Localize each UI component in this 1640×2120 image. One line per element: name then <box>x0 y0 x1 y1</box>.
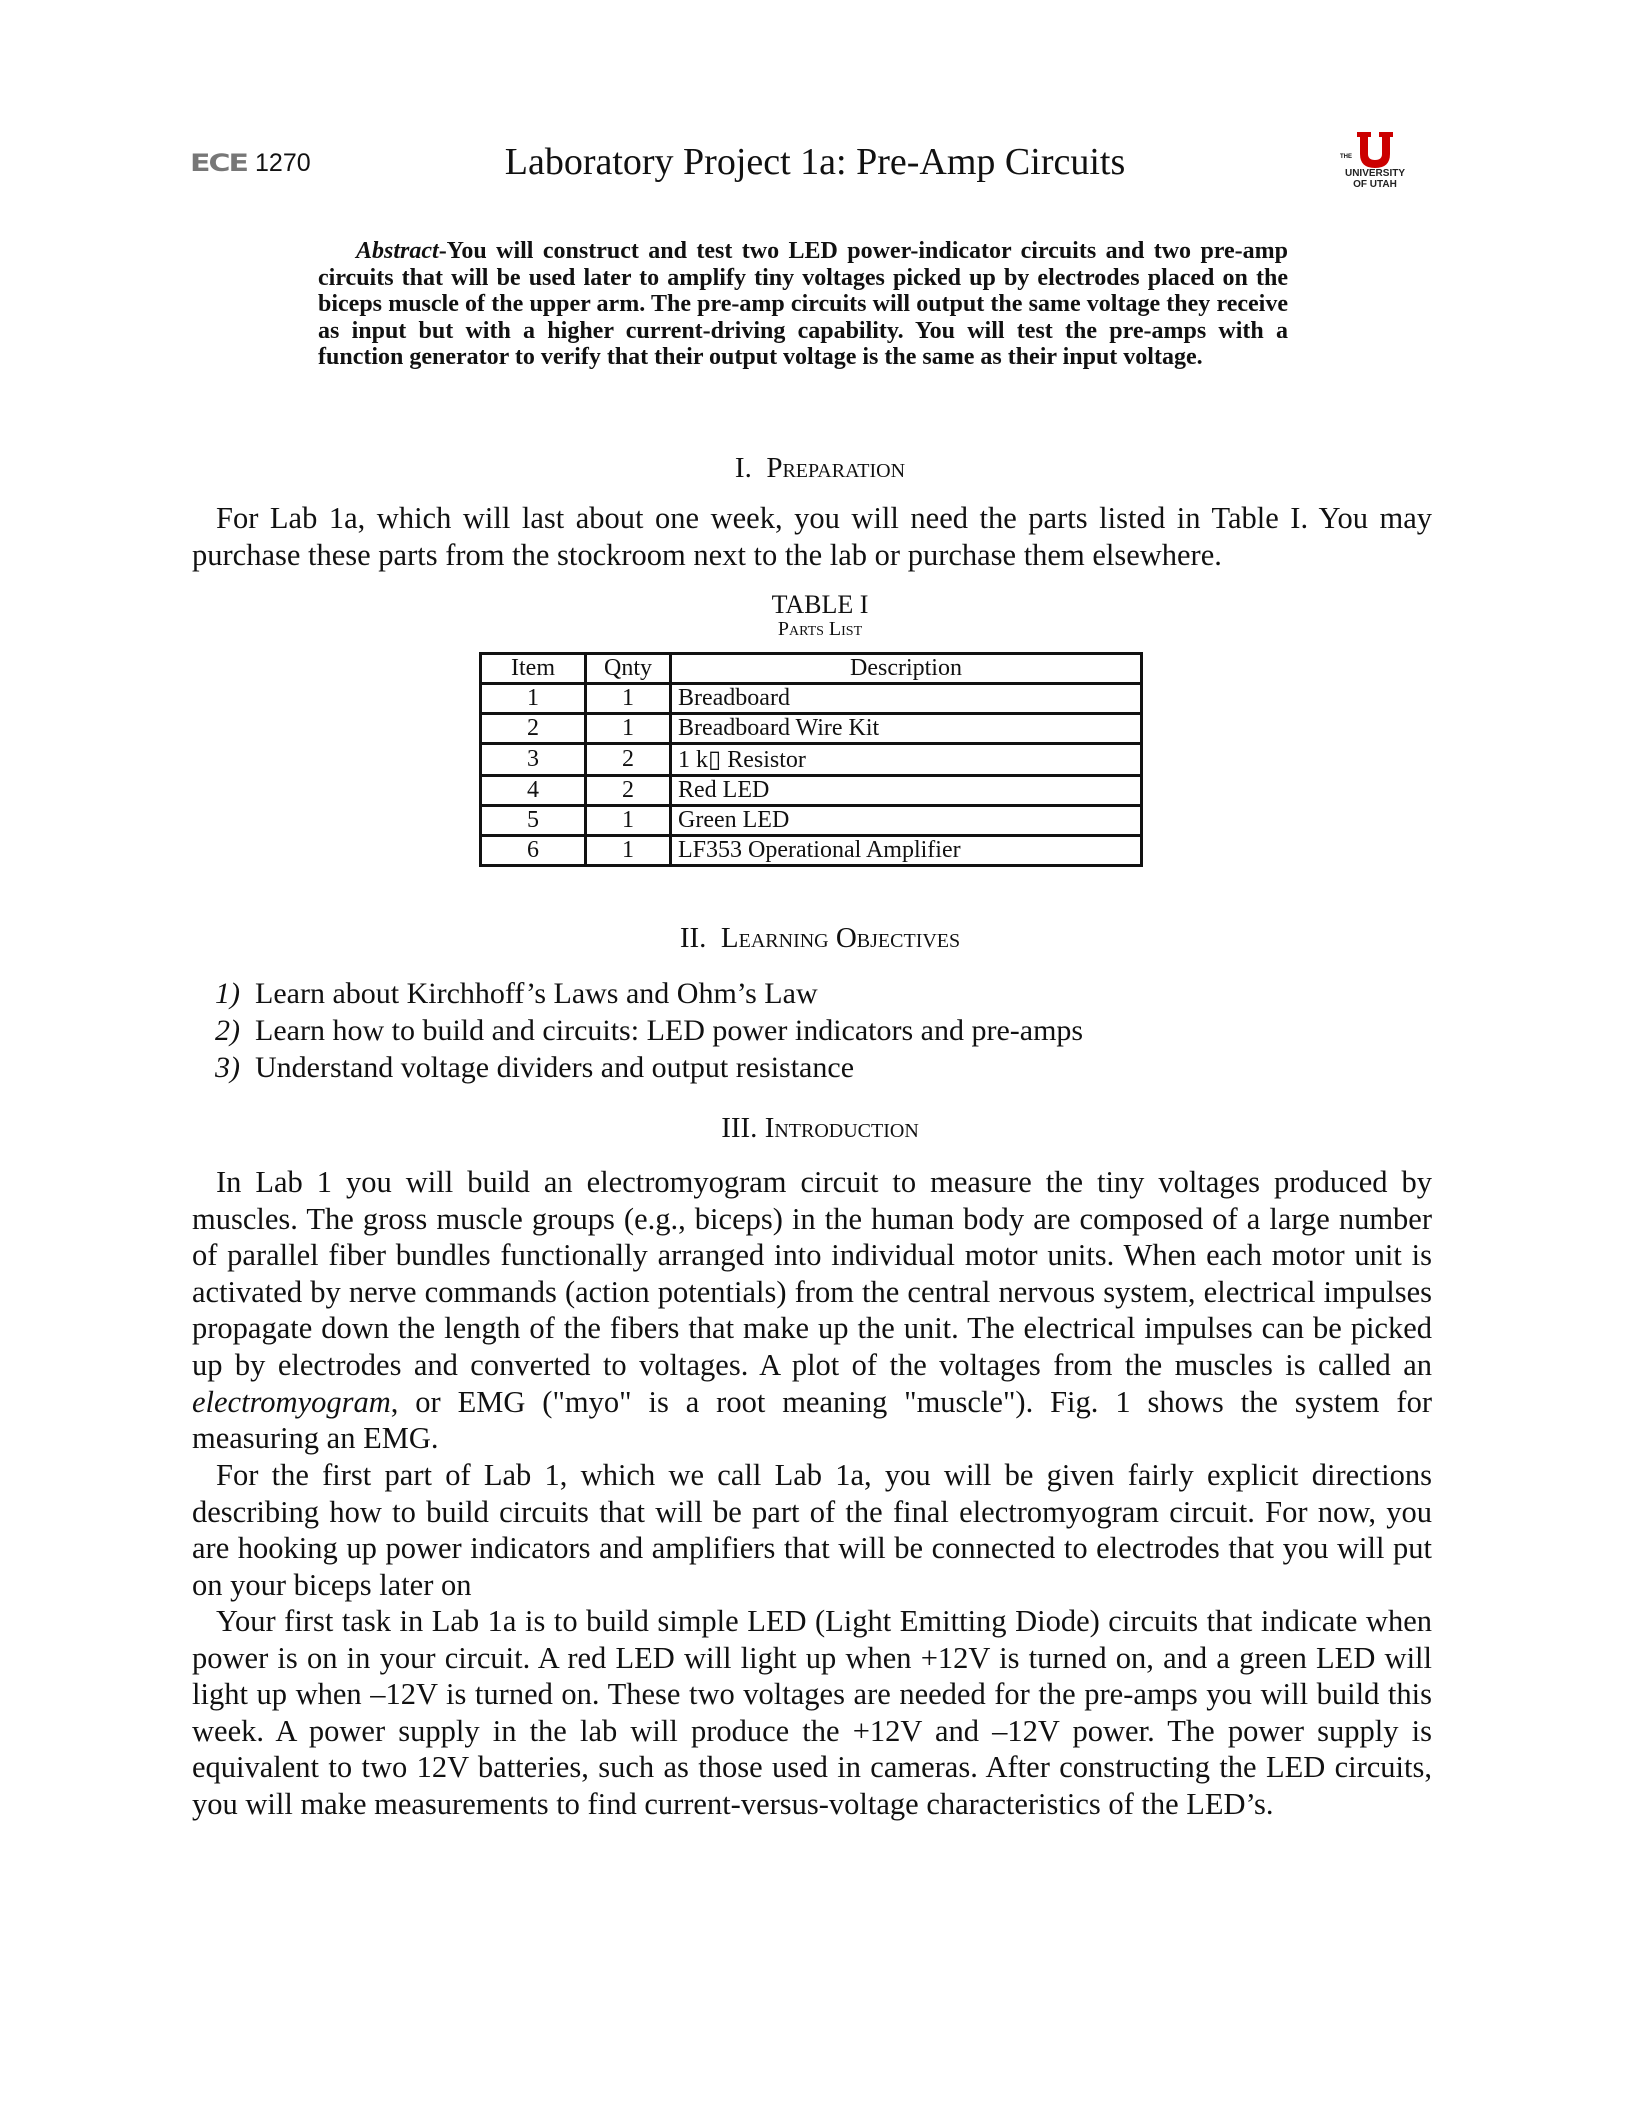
table-row <box>481 836 1142 866</box>
list-number: 3) <box>215 1051 240 1084</box>
table-row <box>481 806 1142 836</box>
table-row <box>481 744 1142 776</box>
table-cell: 1 <box>586 836 671 866</box>
table-cell: LF353 Operational Amplifier <box>671 836 1142 866</box>
table-header-row <box>481 654 1142 684</box>
course-number: 1270 <box>255 149 311 177</box>
paragraph-text: , or EMG ("myo" is a root meaning "muscle"). Fig. 1 shows the system for measuring an EMG. <box>192 1384 1432 1456</box>
abstract-text: -You will construct and test two LED power-indicator circuits and two pre-amp circuits that will be used later to amplify tiny voltages picked up by electrodes placed on the biceps muscle of the upper arm. The pre-amp circuits will output the same voltage they receive as input but with a higher current-driving capability. You will test the pre-amps with a function generator to verify that their output voltage is the same as their input voltage. <box>318 238 1288 370</box>
section-numeral: I. <box>734 452 752 484</box>
parts-table <box>479 652 1143 867</box>
table-cell: 3 <box>481 744 586 776</box>
logo-line1: UNIVERSITY <box>1344 168 1405 179</box>
table-cell: 1 <box>586 806 671 836</box>
objectives-list <box>215 975 1083 1086</box>
university-logo <box>1320 132 1430 202</box>
section-numeral: II. <box>679 922 707 954</box>
block-u-icon <box>1355 132 1395 168</box>
paragraph-text: In Lab 1 you will build an electromyogram circuit to measure the tiny voltages produced by muscles. The gross muscle groups (e.g., biceps) in the human body are composed of a large number of parallel fiber bundles functionally arranged into individual motor units. When each motor unit is activated by nerve commands (action potentials) from the central nervous system, electrical impulses propagate down the length of the fibers that make up the unit. The electrical impulses can be picked up by electrodes and converted to voltages. A plot of the voltages from the muscles is called an <box>192 1165 1432 1382</box>
table-subtitle: Parts List <box>777 618 863 640</box>
list-item <box>215 1012 1083 1049</box>
list-text: Learn how to build and circuits: LED power indicators and pre-amps <box>255 1014 1084 1047</box>
document-title: Laboratory Project 1a: Pre-Amp Circuits <box>504 141 1126 183</box>
table-row <box>481 684 1142 714</box>
abstract <box>318 238 1288 371</box>
section-title: Introduction <box>764 1112 919 1144</box>
table-cell: Green LED <box>671 806 1142 836</box>
table-cell: Red LED <box>671 776 1142 806</box>
table-cell: 2 <box>586 744 671 776</box>
section-numeral: III. <box>721 1112 758 1144</box>
section-heading-introduction <box>0 1112 1640 1145</box>
section-heading-learning-objectives <box>0 922 1640 955</box>
table-cell: 2 <box>586 776 671 806</box>
introduction-paragraph-3: Your first task in Lab 1a is to build simple LED (Light Emitting Diode) circuits that indicate when power is on in your circuit. A red LED will light up when +12V is turned on, and a green LED will light up when –12V is turned on. These two voltages are needed for the pre-amps you will build this week. A power supply in the lab will produce the +12V and –12V power. The power supply is equivalent to two 12V batteries, such as those used in cameras. After constructing the LED circuits, you will make measurements to find current-versus-voltage characteristics of the LED’s. <box>192 1604 1432 1821</box>
table-row <box>481 776 1142 806</box>
table-cell: 4 <box>481 776 586 806</box>
table-cell: 2 <box>481 714 586 744</box>
list-text: Understand voltage dividers and output resistance <box>255 1051 855 1084</box>
table-cell: 5 <box>481 806 586 836</box>
table-cell: 1 <box>481 684 586 714</box>
logo-line2: OF UTAH <box>1353 179 1397 190</box>
table-cell: 1 <box>586 714 671 744</box>
table-cell: 6 <box>481 836 586 866</box>
preparation-paragraph: For Lab 1a, which will last about one week, you will need the parts listed in Table I. You may purchase these parts from the stockroom next to the lab or purchase them elsewhere. <box>192 501 1432 572</box>
list-text: Learn about Kirchhoff’s Laws and Ohm’s Law <box>255 977 818 1010</box>
table-row <box>481 714 1142 744</box>
table-cell: 1 <box>586 684 671 714</box>
table-cell: Breadboard Wire Kit <box>671 714 1142 744</box>
introduction-paragraph-2: For the first part of Lab 1, which we call Lab 1a, you will be given fairly explicit directions describing how to build circuits that will be part of the final electromyogram circuit. For now, you are hooking up power indicators and amplifiers that will be connected to electrodes that you will put on your biceps later on <box>192 1458 1432 1602</box>
list-item <box>215 1049 1083 1086</box>
table-cell: Breadboard <box>671 684 1142 714</box>
column-header: Item <box>481 654 586 684</box>
list-item <box>215 975 1083 1012</box>
list-number: 1) <box>215 977 240 1010</box>
column-header: Qnty <box>586 654 671 684</box>
abstract-label: Abstract <box>356 238 439 264</box>
section-title: Preparation <box>766 452 906 484</box>
table-cell: 1 k▯ Resistor <box>671 744 1142 776</box>
introduction-paragraph-1 <box>192 1164 1432 1457</box>
column-header: Description <box>671 654 1142 684</box>
logo-the: THE <box>1340 154 1352 160</box>
section-heading-preparation <box>0 452 1640 485</box>
page-header <box>190 140 1440 220</box>
emphasized-term: electromyogram <box>192 1384 391 1419</box>
list-number: 2) <box>215 1014 240 1047</box>
table-caption: TABLE I <box>771 590 869 619</box>
ece-logo: ECE <box>190 149 248 178</box>
section-title: Learning Objectives <box>720 922 961 954</box>
